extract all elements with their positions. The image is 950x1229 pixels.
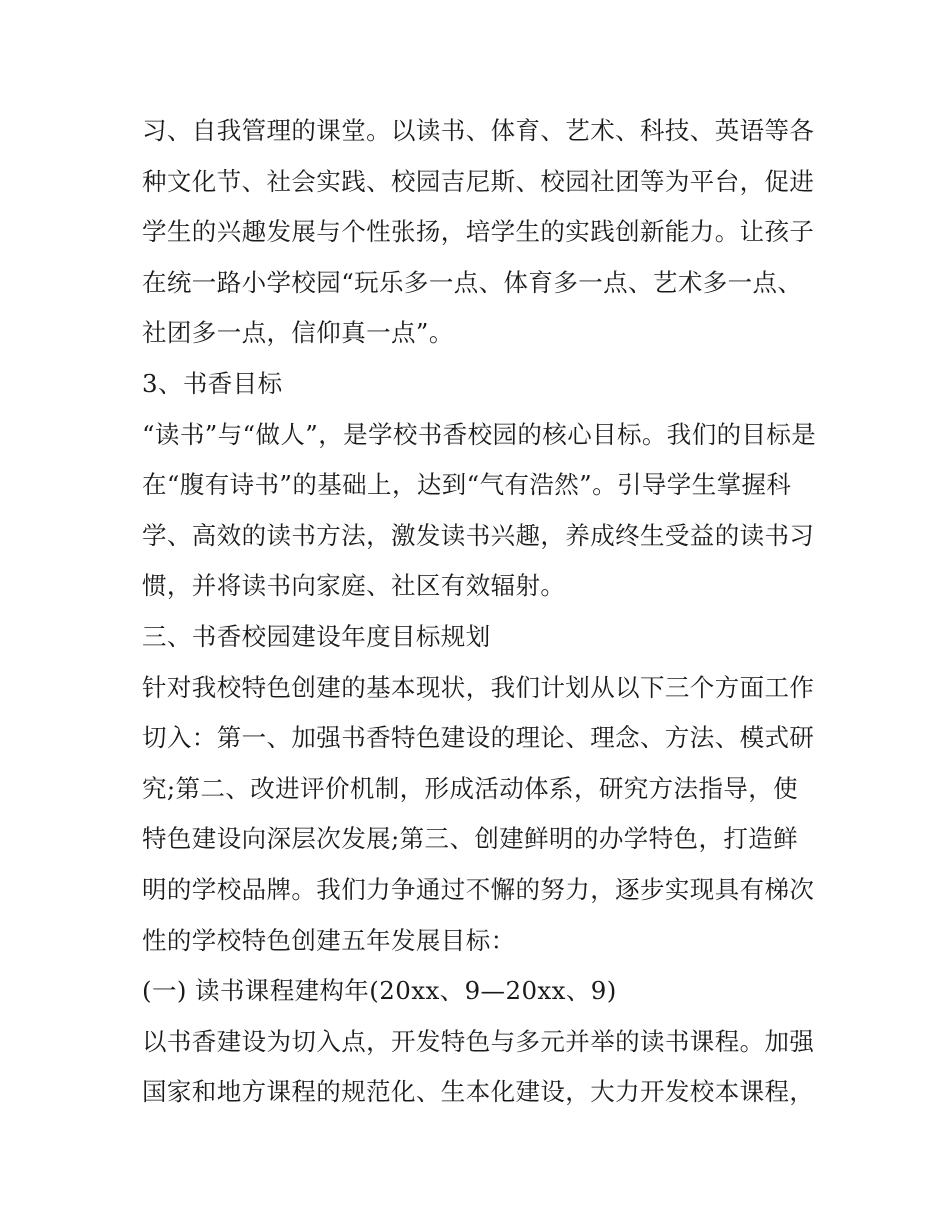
section-heading: 三、书香校园建设年度目标规划: [142, 621, 491, 651]
section-heading: 3、书香目标: [142, 368, 283, 398]
text-line: 学、高效的读书方法，激发读书兴趣，养成终生受益的读书习: [142, 520, 815, 550]
text-line: “读书”与“做人”，是学校书香校园的核心目标。我们的目标是: [142, 419, 817, 449]
text-line: 性的学校特色创建五年发展目标：: [142, 925, 516, 955]
document-body: [142, 106, 822, 1118]
subsection-heading: (一) 读书课程建构年(20xx、9—20xx、9): [142, 976, 617, 1006]
text-line: 究;第二、改进评价机制，形成活动体系，研究方法指导，使: [142, 773, 799, 803]
text-line: 针对我校特色创建的基本现状，我们计划从以下三个方面工作: [142, 672, 815, 702]
text-line: 习、自我管理的课堂。以读书、体育、艺术、科技、英语等各: [142, 116, 815, 145]
text-line: 切入：第一、加强书香特色建设的理论、理念、方法、模式研: [142, 723, 815, 753]
text-line: 国家和地方课程的规范化、生本化建设，大力开发校本课程，: [142, 1077, 815, 1107]
text-line: 在“腹有诗书”的基础上，达到“气有浩然”。引导学生掌握科: [142, 470, 792, 500]
text-line: 特色建设向深层次发展;第三、创建鲜明的办学特色，打造鲜: [142, 824, 799, 854]
text-line: 种文化节、社会实践、校园吉尼斯、校园社团等为平台，促进: [142, 166, 815, 196]
text-line: 惯，并将读书向家庭、社区有效辐射。: [142, 571, 566, 601]
text-line: 明的学校品牌。我们力争通过不懈的努力，逐步实现具有梯次: [142, 874, 815, 904]
text-line: 在统一路小学校园“玩乐多一点、体育多一点、艺术多一点、: [142, 267, 803, 297]
text-line: 社团多一点，信仰真一点”。: [142, 318, 454, 348]
text-line: 学生的兴趣发展与个性张扬，培学生的实践创新能力。让孩子: [142, 217, 815, 247]
text-line: 以书香建设为切入点，开发特色与多元并举的读书课程。加强: [142, 1026, 815, 1056]
